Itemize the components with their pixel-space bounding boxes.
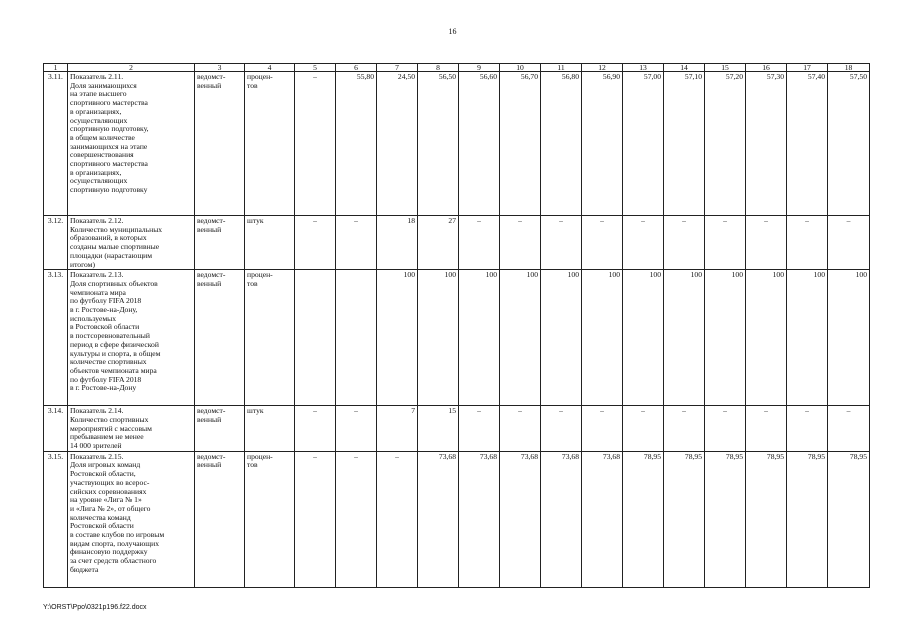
table-row <box>44 270 870 406</box>
year-value: 73,68 <box>582 451 623 587</box>
year-value: – <box>582 216 623 270</box>
year-value: 100 <box>623 270 664 406</box>
year-value: 56,60 <box>459 72 500 216</box>
column-number: 2 <box>68 64 195 72</box>
year-value: 100 <box>500 270 541 406</box>
column-number: 12 <box>582 64 623 72</box>
year-value: – <box>787 216 828 270</box>
indicator-type: ведомст- венный <box>195 72 245 216</box>
year-value: – <box>746 406 787 452</box>
year-value: 57,00 <box>623 72 664 216</box>
year-value: 56,90 <box>582 72 623 216</box>
file-path-footer: Y:\ORST\Ppo\0321p196.f22.docx <box>43 604 147 611</box>
year-value: – <box>828 406 870 452</box>
column-number-row <box>44 64 870 72</box>
indicator-type: ведомст- венный <box>195 270 245 406</box>
column-number: 1 <box>44 64 68 72</box>
year-value: 24,50 <box>377 72 418 216</box>
year-value: 100 <box>582 270 623 406</box>
year-value: – <box>459 406 500 452</box>
column-number: 6 <box>336 64 377 72</box>
year-value: 100 <box>377 270 418 406</box>
indicator-type: ведомст- венный <box>195 216 245 270</box>
year-value: 55,80 <box>336 72 377 216</box>
year-value: 100 <box>828 270 870 406</box>
indicator-name: Показатель 2.11. Доля занимающихся на этапе высшего спортивного мастерства в организациях, осуществляющих спортивную подготовку, в общем количестве занимающихся на этапе совершенствования спортивного мастерства в организациях, осуществляющих спортивную подготовку <box>68 72 195 216</box>
year-value: – <box>459 216 500 270</box>
year-value: – <box>746 216 787 270</box>
year-value: 100 <box>459 270 500 406</box>
year-value: 57,30 <box>746 72 787 216</box>
year-value: 100 <box>746 270 787 406</box>
year-value: – <box>623 216 664 270</box>
row-number: 3.13. <box>44 270 68 406</box>
column-number: 9 <box>459 64 500 72</box>
year-value: – <box>541 216 582 270</box>
unit-of-measure: штук <box>245 216 295 270</box>
year-value: 100 <box>541 270 582 406</box>
year-value: – <box>295 72 336 216</box>
year-value: 27 <box>418 216 459 270</box>
indicators-table <box>43 63 870 588</box>
year-value <box>295 270 336 406</box>
column-number: 5 <box>295 64 336 72</box>
year-value <box>336 270 377 406</box>
year-value: – <box>664 406 705 452</box>
year-value: 73,68 <box>541 451 582 587</box>
indicator-type: ведомст- венный <box>195 451 245 587</box>
table-row <box>44 216 870 270</box>
year-value: – <box>623 406 664 452</box>
column-number: 3 <box>195 64 245 72</box>
row-number: 3.14. <box>44 406 68 452</box>
year-value: 18 <box>377 216 418 270</box>
unit-of-measure: штук <box>245 406 295 452</box>
year-value: 73,68 <box>459 451 500 587</box>
year-value: 78,95 <box>828 451 870 587</box>
year-value: – <box>500 406 541 452</box>
row-number: 3.11. <box>44 72 68 216</box>
year-value: – <box>582 406 623 452</box>
year-value: 15 <box>418 406 459 452</box>
table-row <box>44 451 870 587</box>
year-value: – <box>705 406 746 452</box>
year-value: – <box>541 406 582 452</box>
year-value: 78,95 <box>623 451 664 587</box>
year-value: 78,95 <box>787 451 828 587</box>
indicator-name: Показатель 2.15. Доля игровых команд Ростовской области, участвующих во всерос- сийских соревнованиях на уровне «Лига № 1» и «Лига № 2», от общего количества команд Ростовской области в составе клубов по игровым видам спорта, получающих финансовую поддержку за счет средств областного бюджета <box>68 451 195 587</box>
column-number: 10 <box>500 64 541 72</box>
year-value: 56,80 <box>541 72 582 216</box>
column-number: 16 <box>746 64 787 72</box>
table-row <box>44 406 870 452</box>
table-row <box>44 72 870 216</box>
year-value: 73,68 <box>500 451 541 587</box>
unit-of-measure: процен- тов <box>245 270 295 406</box>
year-value: – <box>500 216 541 270</box>
year-value: – <box>787 406 828 452</box>
unit-of-measure: процен- тов <box>245 72 295 216</box>
column-number: 11 <box>541 64 582 72</box>
indicator-name: Показатель 2.13. Доля спортивных объектов чемпионата мира по футболу FIFA 2018 в г. Ростове-на-Дону, используемых в Ростовской области в постсоревновательный период в сфере физической культуры и спорта, в общем количестве спортивных объектов чемпионата мира по футболу FIFA 2018 в г. Ростове-на-Дону <box>68 270 195 406</box>
column-number: 4 <box>245 64 295 72</box>
column-number: 15 <box>705 64 746 72</box>
column-number: 14 <box>664 64 705 72</box>
column-number: 18 <box>828 64 870 72</box>
year-value: – <box>705 216 746 270</box>
year-value: 100 <box>418 270 459 406</box>
column-number: 8 <box>418 64 459 72</box>
indicator-name: Показатель 2.14. Количество спортивных мероприятий с массовым пребыванием не менее 14 000 зрителей <box>68 406 195 452</box>
year-value: 78,95 <box>705 451 746 587</box>
year-value: – <box>664 216 705 270</box>
year-value: 57,50 <box>828 72 870 216</box>
year-value: 57,10 <box>664 72 705 216</box>
year-value: – <box>336 451 377 587</box>
year-value: – <box>377 451 418 587</box>
unit-of-measure: процен- тов <box>245 451 295 587</box>
column-number: 13 <box>623 64 664 72</box>
year-value: 78,95 <box>664 451 705 587</box>
indicator-type: ведомст- венный <box>195 406 245 452</box>
page-number: 16 <box>448 27 457 36</box>
year-value: 57,40 <box>787 72 828 216</box>
year-value: – <box>336 216 377 270</box>
year-value: 100 <box>705 270 746 406</box>
year-value: – <box>295 216 336 270</box>
year-value: 78,95 <box>746 451 787 587</box>
year-value: – <box>295 406 336 452</box>
year-value: 100 <box>664 270 705 406</box>
row-number: 3.12. <box>44 216 68 270</box>
year-value: – <box>336 406 377 452</box>
year-value: 100 <box>787 270 828 406</box>
year-value: – <box>828 216 870 270</box>
year-value: – <box>295 451 336 587</box>
year-value: 57,20 <box>705 72 746 216</box>
year-value: 7 <box>377 406 418 452</box>
indicator-name: Показатель 2.12. Количество муниципальных образований, в которых созданы малые спортивные площадки (нарастающим итогом) <box>68 216 195 270</box>
year-value: 56,70 <box>500 72 541 216</box>
year-value: 56,50 <box>418 72 459 216</box>
column-number: 17 <box>787 64 828 72</box>
row-number: 3.15. <box>44 451 68 587</box>
year-value: 73,68 <box>418 451 459 587</box>
column-number: 7 <box>377 64 418 72</box>
